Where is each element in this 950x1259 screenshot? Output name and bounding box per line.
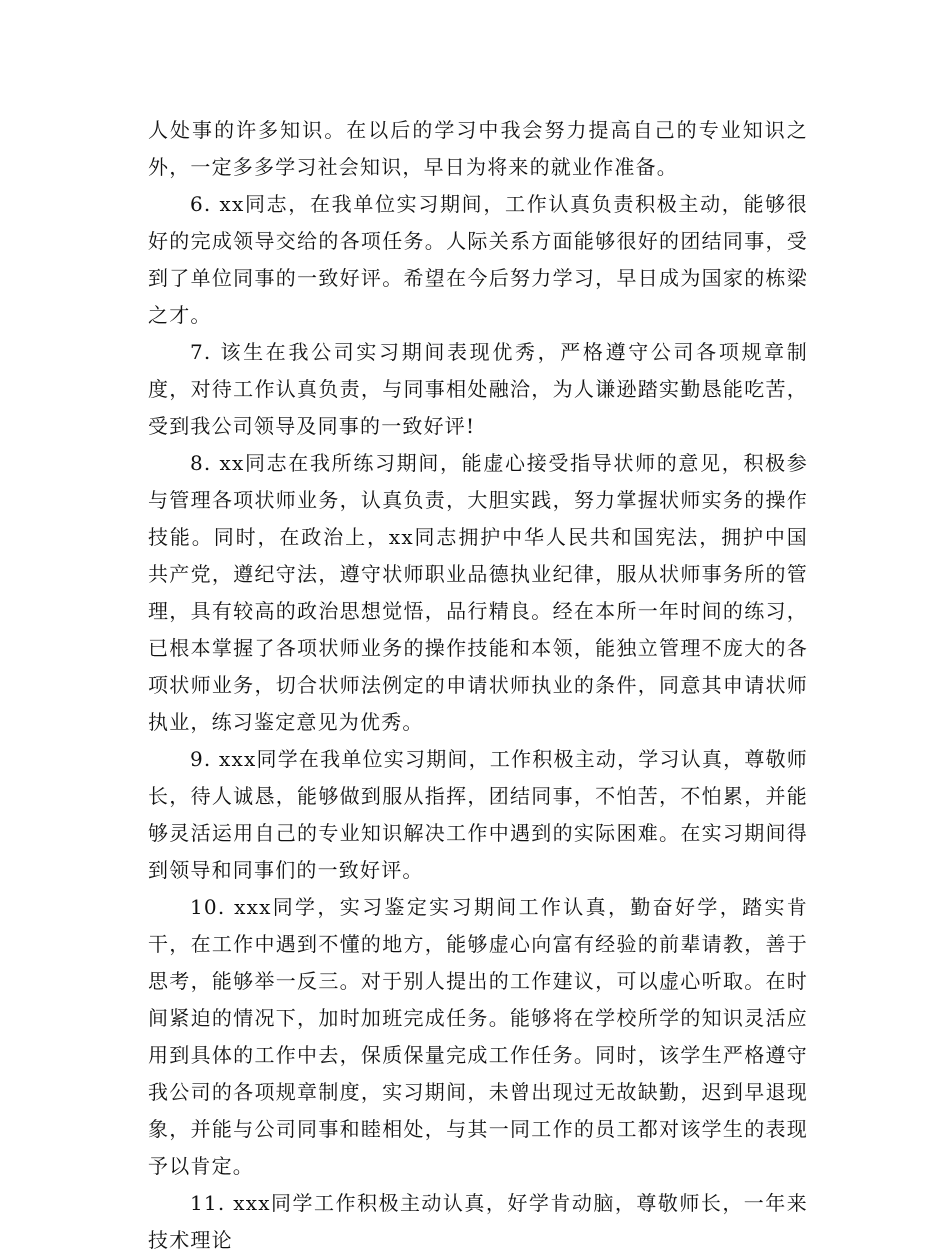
- paragraph-item-11: 11. xxx同学工作积极主动认真，好学肯动脑，尊敬师长，一年来技术理论: [148, 1191, 808, 1252]
- paragraph-item-9: 9. xxx同学在我单位实习期间，工作积极主动，学习认真，尊敬师长，待人诚恳，能够做到服从指挥，团结同事，不怕苦，不怕累，并能够灵活运用自己的专业知识解决工作中遇到的实际困难。在实习期间得到领导和同事们的一致好评。: [148, 747, 808, 882]
- document-body: [148, 112, 808, 1259]
- paragraph-item-7: 7. 该生在我公司实习期间表现优秀，严格遵守公司各项规章制度，对待工作认真负责，与同事相处融洽，为人谦逊踏实勤恳能吃苦，受到我公司领导及同事的一致好评!: [148, 340, 808, 438]
- paragraph-item-6: 6. xx同志，在我单位实习期间，工作认真负责积极主动，能够很好的完成领导交给的各项任务。人际关系方面能够很好的团结同事，受到了单位同事的一致好评。希望在今后努力学习，早日成为国家的栋梁之才。: [148, 192, 808, 327]
- paragraph-item-10: 10. xxx同学，实习鉴定实习期间工作认真，勤奋好学，踏实肯干，在工作中遇到不懂的地方，能够虚心向富有经验的前辈请教，善于思考，能够举一反三。对于别人提出的工作建议，可以虚心听取。在时间紧迫的情况下，加时加班完成任务。能够将在学校所学的知识灵活应用到具体的工作中去，保质保量完成工作任务。同时，该学生严格遵守我公司的各项规章制度，实习期间，未曾出现过无故缺勤，迟到早退现象，并能与公司同事和睦相处，与其一同工作的员工都对该学生的表现予以肯定。: [148, 895, 808, 1178]
- paragraph-item-8: 8. xx同志在我所练习期间，能虚心接受指导状师的意见，积极参与管理各项状师业务，认真负责，大胆实践，努力掌握状师实务的操作技能。同时，在政治上，xx同志拥护中华人民共和国宪法，拥护中国共产党，遵纪守法，遵守状师职业品德执业纪律，服从状师事务所的管理，具有较高的政治思想觉悟，品行精良。经在本所一年时间的练习，已根本掌握了各项状师业务的操作技能和本领，能独立管理不庞大的各项状师业务，切合状师法例定的申请状师执业的条件，同意其申请状师执业，练习鉴定意见为优秀。: [148, 451, 808, 734]
- paragraph-continuation: 人处事的许多知识。在以后的学习中我会努力提高自己的专业知识之外，一定多多学习社会知识，早日为将来的就业作准备。: [148, 118, 808, 179]
